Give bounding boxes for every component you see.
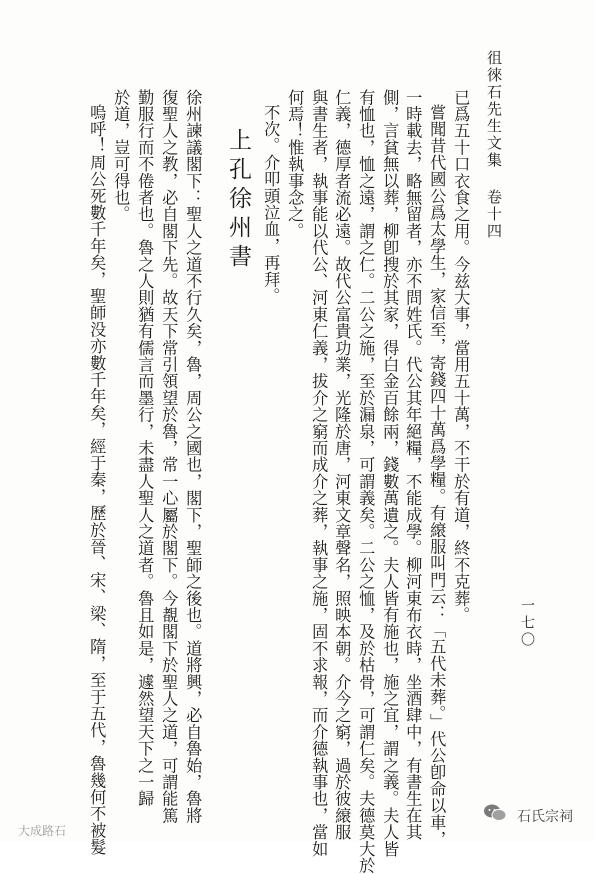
watermark-right-text: 石氏宗祠 xyxy=(517,809,573,825)
text-column: 一時載去，略無留者，亦不問姓氏。代公其年絕糧，不能成學。柳河東布衣時，坐酒肆中，有書生在其 xyxy=(403,89,423,841)
page-number: 一七〇 xyxy=(519,598,535,649)
letter-title: 上孔徐州書 xyxy=(225,128,251,273)
text-column: 勤服行而不倦者也。魯之人則猶有儒言而墨行，未盡人聖人之道者。魯且如是，遽然望天下之一歸 xyxy=(135,89,155,808)
text-column: 側，言貧無以葬，柳卽搜於其家，得白金百餘兩，錢數萬遺之。夫人皆有施也，施之宜，謂之義。夫人皆 xyxy=(380,89,400,858)
text-column: 徐州諫議閣下：聖人之道不行久矣，魯，周公之國也，閣下，聖師之後也。道將興，必自魯始，魯將 xyxy=(183,89,203,824)
watermark-right xyxy=(483,797,593,837)
text-column: 不次。介叩頭泣血，再拜。 xyxy=(261,104,281,305)
text-column: 有恤也，恤之遠，謂之仁。二公之施，至於漏泉，可謂義矣。二公之恤，及於枯骨，可謂仁矣。夫德莫大於 xyxy=(356,89,376,874)
text-column: 嘗聞昔代國公爲太學生，家信至，寄錢四十萬爲學糧。有縗服叫門云：「五代未葬。」代公卽命以車， xyxy=(427,104,447,848)
text-column: 復聖人之教，必自閣下先。故天下常引領望於魯，常一心屬於閣下。今覩閣下於聖人之道，可謂能篤 xyxy=(159,89,179,824)
wechat-logo-icon xyxy=(483,801,507,825)
text-column: 嗚呼！周公死數千年矣，聖師没亦數千年矣，經于秦，歷於晉、宋、梁、隋，至于五代，魯幾何不被髮 xyxy=(87,104,107,856)
text-column: 已爲五十口衣食之用。今兹大事，當用五十萬，不干於有道，終不克葬。 xyxy=(451,89,471,624)
text-column: 何焉！惟執事念之。 xyxy=(285,89,305,240)
text-column: 與書生者，執事能以代公、河東仁義，拔介之窮而成介之葬，執事之施，固不求報，而介德執事也，當如 xyxy=(309,89,329,858)
running-head: 徂徠石先生文集 卷十四 xyxy=(485,50,503,240)
text-column: 於道，豈可得也。 xyxy=(111,89,131,223)
watermark-left: 大成路石 xyxy=(18,824,67,838)
text-column: 仁義，德厚者流必遠。故代公富貴功業，光隆於唐，河東文章聲名，照映本朝。介今之窮，過於彼縗服 xyxy=(332,89,352,841)
